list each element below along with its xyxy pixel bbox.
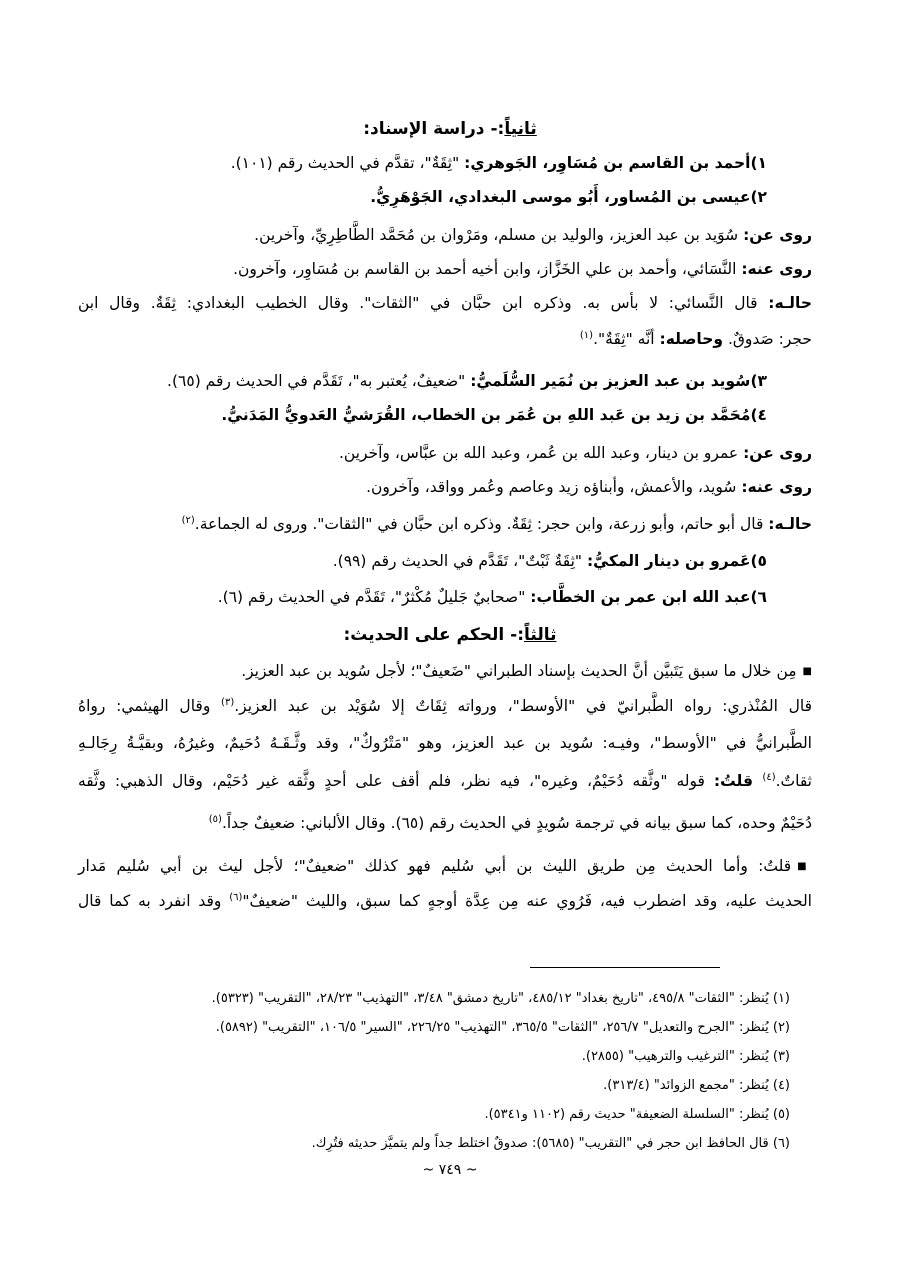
- narrator-4-status: حالـه: قال أبو حاتم، وأبو زرعة، وابن حجر: ثِقَةٌ. وذكره ابن حبَّان في "الثقات". وروى له الجماعة.$^{(٢)}$: [181, 514, 812, 533]
- footnote-1: (١) يُنظر: "الثقات" ٤٩٥/٨، "تاريخ بغداد" ٤٨٥/١٢، "تاريخ دمشق" ٣/٤٨، "التهذيب" ٢٨/٢٣، "التقريب" (٥٣٢٣).: [211, 991, 790, 1006]
- narrator-1: ١)أحمد بن القاسم بن مُسَاوِر، الجَوهري: "ثِقَةٌ"، تقدَّم في الحديث رقم (١٠١).: [230, 154, 767, 172]
- narrator-6: ٦)عبد الله ابن عمر بن الخطَّاب: "صحابيٌ جَليلٌ مُكْثرٌ"، تَقَدَّم في الحديث رقم (٦).: [217, 588, 767, 606]
- narrator-2-rawa-anhu: روى عنه: النَّسَائي، وأحمد بن علي الخَزَّاز، وابن أخيه أحمد بن القاسم بن مُسَاوِر، وآخرون.: [233, 260, 812, 278]
- narrator-2: ٢)عيسى بن المُساور، أَبُو موسى البغدادي، الجَوْهَرِيُّ.: [370, 188, 767, 206]
- footnote-ref-2[interactable]: (٢): [181, 514, 195, 526]
- footnote-2: (٢) يُنظر: "الجرح والتعديل" ٢٥٦/٧، "الثقات" ٣٦٥/٥، "التهذيب" ٢٢٦/٢٥، "السير" ١٠٦/٥، "التقريب" (٥٨٩٢).: [215, 1020, 790, 1035]
- footnote-6: (٦) قال الحافظ ابن حجر في "التقريب" (٥٦٨٥): صدوقٌ اختلط جداً ولم يتميَّز حديثه فتُرِك.: [311, 1136, 790, 1151]
- footnote-ref-1[interactable]: (١): [579, 329, 594, 341]
- narrator-3: ٣)سُويد بن عبد العزيز بن نُمَير السُّلَميُّ: "ضعيفٌ، يُعتبر به"، تَقَدَّم في الحديث رقم (٦٥).: [167, 372, 767, 390]
- ruling-paragraph-2-line4: دُحَيْمٌ وحده، كما سبق بيانه في ترجمة سُويدٍ في الحديث رقم (٦٥). وقال الألباني: ضعيفٌ جداً.$^{(٥)}$: [208, 813, 812, 832]
- ruling-paragraph-3-line2: الحديث عليه، وقد اضطرب فيه، فَرُوي عنه مِن عِدَّة أوجهٍ كما سبق، والليث "ضعيفٌ"$^{(٦)}$ وقد انفرد به كما قال: [78, 891, 812, 910]
- footnote-separator: [530, 967, 720, 968]
- narrator-4-rawa-anhu: روى عنه: سُويد، والأعمش، وأبناؤه زيد وعاصم وعُمر وواقد، وآخرون.: [366, 478, 812, 496]
- bullet-icon: ■: [797, 860, 812, 872]
- footnote-ref-4[interactable]: (٤): [762, 771, 776, 783]
- footnote-5: (٥) يُنظر: "السلسلة الضعيفة" حديث رقم (١١٠٢ و٥٣٤١).: [484, 1107, 790, 1122]
- footnote-3: (٣) يُنظر: "الترغيب والترهيب" (٢٨٥٥).: [581, 1049, 790, 1064]
- narrator-4: ٤)مُحَمَّد بن زيد بن عَبد اللهِ بن عُمَر بن الخطاب، القُرَشيُّ العَدويُّ المَدَنيُّ.: [221, 406, 767, 424]
- ruling-paragraph-2-line1: قال المُنْذري: رواه الطَّبرانيّ في "الأوسط"، ورواته ثِقَاتٌ إلا سُوَيْد بن عبد العزيز.$^{(٣)}$ وقال الهيثمي: رواهُ: [78, 696, 812, 715]
- narrator-2-status-line2: حجر: صَدوقٌ. وحاصله: أنَّه "ثِقَةٌ".$^{(١)}$: [579, 329, 812, 348]
- ruling-paragraph-1: ■مِن خلال ما سبق يَتَبيَّن أنَّ الحديث بإسناد الطبراني "ضَعيفٌ"؛ لأجل سُويد بن عبد العزيز.: [241, 662, 812, 680]
- narrator-2-rawa-an: روى عن: سُوَيد بن عبد العزيز، والوليد بن مسلم، ومَرْوان بن مُحَمَّد الطَّاطِرِيِّ، وآخرين.: [254, 226, 812, 244]
- footnote-ref-6[interactable]: (٦): [229, 891, 243, 903]
- footnote-4: (٤) يُنظر: "مجمع الزوائد" (٣١٣/٤).: [603, 1078, 790, 1093]
- page-number: ~ ٧٤٩ ~: [422, 1162, 478, 1178]
- ruling-paragraph-2-line3: ثقاتٌ.$^{(٤)}$ قلتُ: قوله "وثَّقه دُحَيْمٌ، وغيره"، فيه نظر، فلم أقف على أحدٍ وثَّقه غير دُحَيْم، وقال الذهبي: وثَّقه: [78, 771, 812, 790]
- ruling-paragraph-2-line2: الطَّبرانيُّ في "الأوسط"، وفيـه: سُويد بن عبد العزيز، وهو "مَتْرُوكٌ"، وقد وثَّـقَـهُ دُحَيمٌ، وغيرُهُ، وبقيَّـةُ رِجَالـهِ: [78, 734, 812, 752]
- section-heading-ruling: ثالثاً:- الحكم على الحديث:: [343, 625, 557, 645]
- ruling-paragraph-3-line1: ■قلتُ: وأما الحديث مِن طريق الليث بن أبي سُليم فهو كذلك "ضعيفٌ"؛ لأجل ليث بن أبي سُليم مَدار: [78, 857, 812, 875]
- narrator-4-rawa-an: روى عن: عمرو بن دينار، وعبد الله بن عُمر، وعبد الله بن عبَّاس، وآخرين.: [338, 444, 812, 462]
- narrator-2-status-line1: حالـه: قال النَّسائي: لا بأس به. وذكره ابن حبَّان في "الثقات". وقال الخطيب البغدادي: ثِقَةٌ. وقال ابن: [78, 294, 812, 312]
- footnote-ref-3[interactable]: (٣): [221, 696, 235, 708]
- section-heading-isnad: ثانياً:- دراسة الإسناد:: [363, 119, 537, 139]
- narrator-5: ٥)عَمرو بن دينار المكيُّ: "ثِقَةٌ ثَبْتٌ"، تَقَدَّم في الحديث رقم (٩٩).: [332, 552, 767, 570]
- bullet-icon: ■: [802, 665, 812, 677]
- footnote-ref-5[interactable]: (٥): [208, 813, 222, 825]
